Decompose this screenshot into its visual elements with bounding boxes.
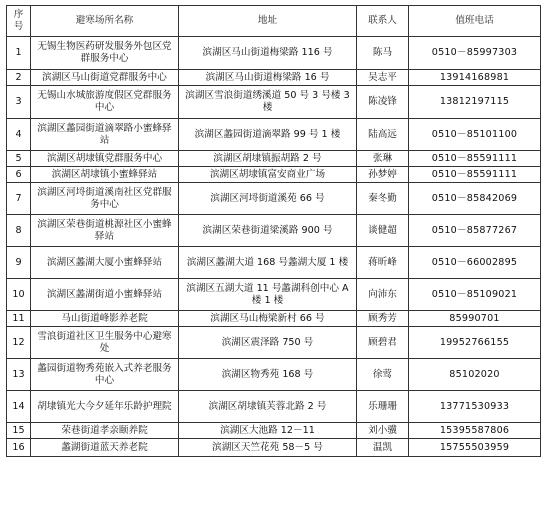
cell-name: 滨湖区胡埭镇党群服务中心 <box>31 151 179 167</box>
table-row <box>7 391 541 423</box>
cell-phone: 13914168981 <box>409 70 541 86</box>
cell-name: 无锡山水城旅游度假区党群服务中心 <box>31 86 179 119</box>
cell-no: 8 <box>7 215 31 247</box>
cell-name: 滨湖区胡埭镇小蜜蜂驿站 <box>31 167 179 183</box>
table-row <box>7 119 541 151</box>
cell-name: 雪浪街道社区卫生服务中心避寒处 <box>31 327 179 359</box>
header-address: 地址 <box>179 6 357 37</box>
cell-address: 滨湖区蠡湖大道 168 号蠡湖大厦 1 楼 <box>179 247 357 279</box>
cell-phone: 0510－85109021 <box>409 279 541 311</box>
cell-contact: 孙梦婷 <box>357 167 409 183</box>
cell-no: 6 <box>7 167 31 183</box>
cell-phone: 0510－85101100 <box>409 119 541 151</box>
cell-contact: 顾碧君 <box>357 327 409 359</box>
cell-phone: 13812197115 <box>409 86 541 119</box>
table-row <box>7 359 541 391</box>
cell-contact: 吴志平 <box>357 70 409 86</box>
cell-address: 滨湖区震泽路 750 号 <box>179 327 357 359</box>
table-row <box>7 70 541 86</box>
table-row <box>7 439 541 457</box>
cell-no: 9 <box>7 247 31 279</box>
cell-contact: 陆高远 <box>357 119 409 151</box>
cell-no: 13 <box>7 359 31 391</box>
cell-phone: 19952766155 <box>409 327 541 359</box>
cell-address: 滨湖区荣巷街道梁溪路 900 号 <box>179 215 357 247</box>
cell-no: 12 <box>7 327 31 359</box>
cell-name: 滨湖区蠡湖大厦小蜜蜂驿站 <box>31 247 179 279</box>
cell-no: 16 <box>7 439 31 457</box>
table-row <box>7 183 541 215</box>
table-row <box>7 423 541 439</box>
cell-name: 滨湖区蠡湖街道小蜜蜂驿站 <box>31 279 179 311</box>
cell-contact: 陈马 <box>357 37 409 70</box>
cell-no: 7 <box>7 183 31 215</box>
cell-contact: 刘小骥 <box>357 423 409 439</box>
cell-no: 3 <box>7 86 31 119</box>
cell-address: 滨湖区五湖大道 11 号蠡湖科创中心 A 楼 1 楼 <box>179 279 357 311</box>
cell-address: 滨湖区天竺花苑 58－5 号 <box>179 439 357 457</box>
cell-address: 滨湖区胡埭镇富安商业广场 <box>179 167 357 183</box>
cell-address: 滨湖区河埒街道溪苑 66 号 <box>179 183 357 215</box>
cell-phone: 0510－85591111 <box>409 151 541 167</box>
cell-no: 1 <box>7 37 31 70</box>
header-no: 序 号 <box>7 6 31 37</box>
cell-contact: 乐珊珊 <box>357 391 409 423</box>
cell-contact: 温凯 <box>357 439 409 457</box>
cell-contact: 秦冬勤 <box>357 183 409 215</box>
cell-contact: 张琳 <box>357 151 409 167</box>
table-row <box>7 151 541 167</box>
cell-contact: 谈健超 <box>357 215 409 247</box>
header-name: 避寒场所名称 <box>31 6 179 37</box>
cell-name: 荣巷街道孝亲颐养院 <box>31 423 179 439</box>
cell-name: 滨湖区河埒街道溪南社区党群服务中心 <box>31 183 179 215</box>
cell-address: 滨湖区雪浪街道绣溪道 50 号 3 号楼 3 楼 <box>179 86 357 119</box>
cell-contact: 徐莺 <box>357 359 409 391</box>
cell-address: 滨湖区蠡园街道滴翠路 99 号 1 楼 <box>179 119 357 151</box>
cell-no: 15 <box>7 423 31 439</box>
cell-no: 4 <box>7 119 31 151</box>
cell-no: 10 <box>7 279 31 311</box>
cell-name: 胡埭镇光大今夕延年乐龄护理院 <box>31 391 179 423</box>
cell-phone: 0510－66002895 <box>409 247 541 279</box>
table-header-row <box>7 6 541 37</box>
cell-address: 滨湖区马山街道梅梁路 16 号 <box>179 70 357 86</box>
cell-no: 5 <box>7 151 31 167</box>
header-phone: 值班电话 <box>409 6 541 37</box>
cell-contact: 蒋昕峰 <box>357 247 409 279</box>
cell-address: 滨湖区胡埭镇振胡路 2 号 <box>179 151 357 167</box>
table-row <box>7 311 541 327</box>
cell-contact: 陈凌锋 <box>357 86 409 119</box>
table-row <box>7 279 541 311</box>
cell-name: 滨湖区蠡园街道滴翠路小蜜蜂驿站 <box>31 119 179 151</box>
cell-phone: 0510－85997303 <box>409 37 541 70</box>
cell-address: 滨湖区马山街道梅梁路 116 号 <box>179 37 357 70</box>
cell-address: 滨湖区大池路 12－11 <box>179 423 357 439</box>
cell-name: 无锡生物医药研发服务外包区党群服务中心 <box>31 37 179 70</box>
cell-address: 滨湖区胡埭镇芙蓉北路 2 号 <box>179 391 357 423</box>
table-row <box>7 37 541 70</box>
cell-name: 马山街道峰影养老院 <box>31 311 179 327</box>
header-contact: 联系人 <box>357 6 409 37</box>
cell-address: 滨湖区马山梅梁新村 66 号 <box>179 311 357 327</box>
cell-phone: 0510－85591111 <box>409 167 541 183</box>
cell-name: 蠡湖街道蓝天养老院 <box>31 439 179 457</box>
table-row <box>7 167 541 183</box>
table-row <box>7 86 541 119</box>
table-body <box>7 37 541 457</box>
cell-address: 滨湖区物秀苑 168 号 <box>179 359 357 391</box>
shelter-table <box>6 5 541 457</box>
cell-no: 14 <box>7 391 31 423</box>
cell-phone: 0510－85877267 <box>409 215 541 247</box>
table-row <box>7 215 541 247</box>
table-row <box>7 247 541 279</box>
cell-phone: 0510－85842069 <box>409 183 541 215</box>
cell-name: 滨湖区马山街道党群服务中心 <box>31 70 179 86</box>
cell-no: 11 <box>7 311 31 327</box>
table-row <box>7 327 541 359</box>
cell-phone: 85102020 <box>409 359 541 391</box>
cell-phone: 13771530933 <box>409 391 541 423</box>
cell-contact: 向沛东 <box>357 279 409 311</box>
cell-phone: 15755503959 <box>409 439 541 457</box>
cell-name: 蠡园街道物秀苑嵌入式养老服务中心 <box>31 359 179 391</box>
cell-phone: 15395587806 <box>409 423 541 439</box>
cell-contact: 顾秀芳 <box>357 311 409 327</box>
cell-no: 2 <box>7 70 31 86</box>
cell-phone: 85990701 <box>409 311 541 327</box>
cell-name: 滨湖区荣巷街道桃源社区小蜜蜂驿站 <box>31 215 179 247</box>
